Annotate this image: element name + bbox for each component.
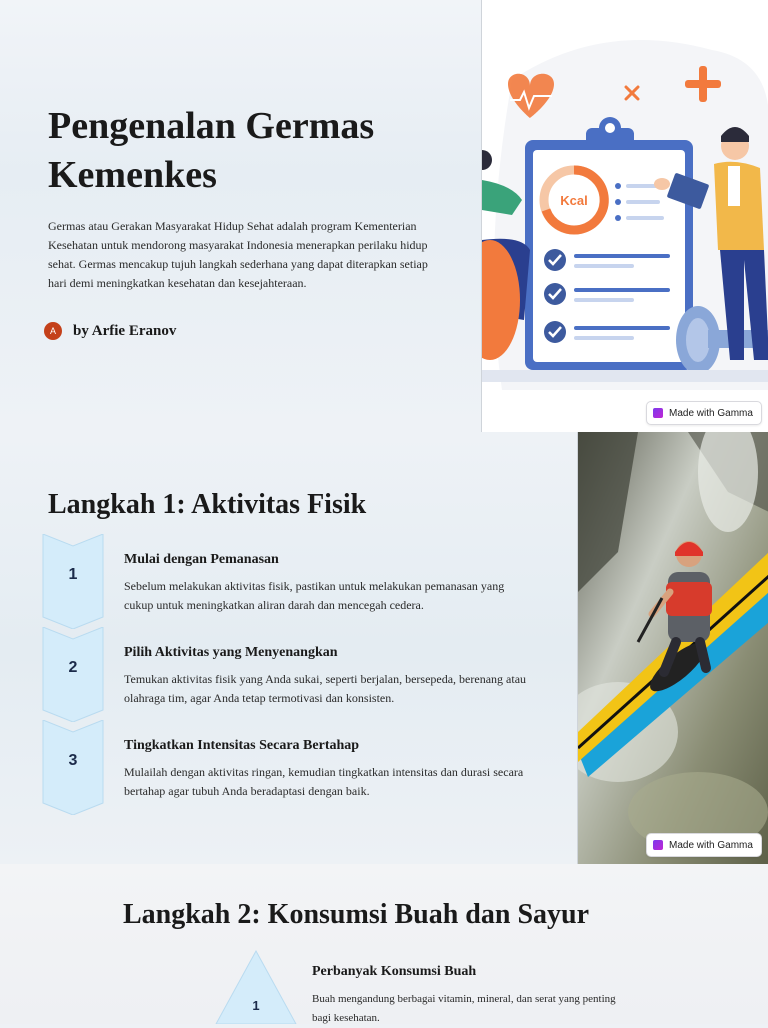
slide-title-line1: Pengenalan Germas — [48, 105, 375, 147]
slide-title: Langkah 2: Konsumsi Buah dan Sayur — [122, 899, 590, 930]
step-number: 2 — [68, 659, 78, 676]
avatar: A — [44, 322, 62, 340]
step-description: Mulailah dengan aktivitas ringan, kemudian tingkatkan intensitas dan durasi secara bertahap agar tubuh Anda beradaptasi dengan baik. — [124, 765, 524, 798]
step-number: 1 — [68, 566, 78, 583]
slide-title — [48, 102, 468, 200]
checkmark-icon — [544, 321, 566, 343]
checkmark-icon — [544, 249, 566, 271]
step-title: Tingkatkan Intensitas Secara Bertahap — [124, 738, 360, 753]
slide-title-line2: Kemenkes — [48, 154, 217, 196]
slide-description: Germas atau Gerakan Masyarakat Hidup Sehat adalah program Kementerian Kesehatan untuk mendorong masyarakat Indonesia menerapkan perilaku hidup sehat. Germas mencakup tujuh langkah sederhana yang dapat diterapkan setiap hari demi meningkatkan kesehatan dan kesejahteraan. — [48, 219, 428, 290]
kcal-label: Kcal — [560, 193, 588, 208]
badge-label: Made with Gamma — [669, 839, 753, 851]
step-item — [42, 720, 562, 815]
step-title: Mulai dengan Pemanasan — [124, 552, 279, 567]
step-number: 1 — [252, 998, 260, 1013]
step-description: Sebelum melakukan aktivitas fisik, pastikan untuk melakukan pemanasan yang cukup untuk meningkatkan aliran darah dan mencegah cedera. — [124, 579, 505, 612]
author — [44, 320, 176, 342]
kayak-photo-svg — [578, 432, 768, 864]
slide-intro — [0, 0, 768, 432]
step-title: Perbanyak Konsumsi Buah — [312, 964, 477, 979]
badge-label: Made with Gamma — [669, 407, 753, 419]
step-title: Pilih Aktivitas yang Menyenangkan — [124, 645, 338, 660]
health-illustration — [481, 0, 768, 432]
step-description: Buah mengandung berbagai vitamin, mineral, dan serat yang penting bagi kesehatan. — [312, 993, 616, 1024]
checkmark-icon — [544, 283, 566, 305]
health-illustration-svg — [482, 0, 768, 432]
step-description: Temukan aktivitas fisik yang Anda sukai, seperti berjalan, bersepeda, berenang atau olahraga tim, agar Anda tetap termotivasi dan konsisten. — [124, 672, 527, 705]
gamma-logo-icon — [653, 840, 663, 850]
author-name: by Arfie Eranov — [73, 322, 177, 339]
step-item — [42, 627, 562, 722]
kayak-photo — [577, 432, 768, 864]
gamma-logo-icon — [653, 408, 663, 418]
step-item — [42, 534, 562, 629]
slide-title: Langkah 1: Aktivitas Fisik — [48, 489, 367, 520]
clipboard-icon — [525, 117, 693, 370]
step-number: 3 — [68, 752, 78, 769]
made-with-gamma-badge[interactable] — [646, 401, 762, 425]
made-with-gamma-badge[interactable] — [646, 833, 762, 857]
